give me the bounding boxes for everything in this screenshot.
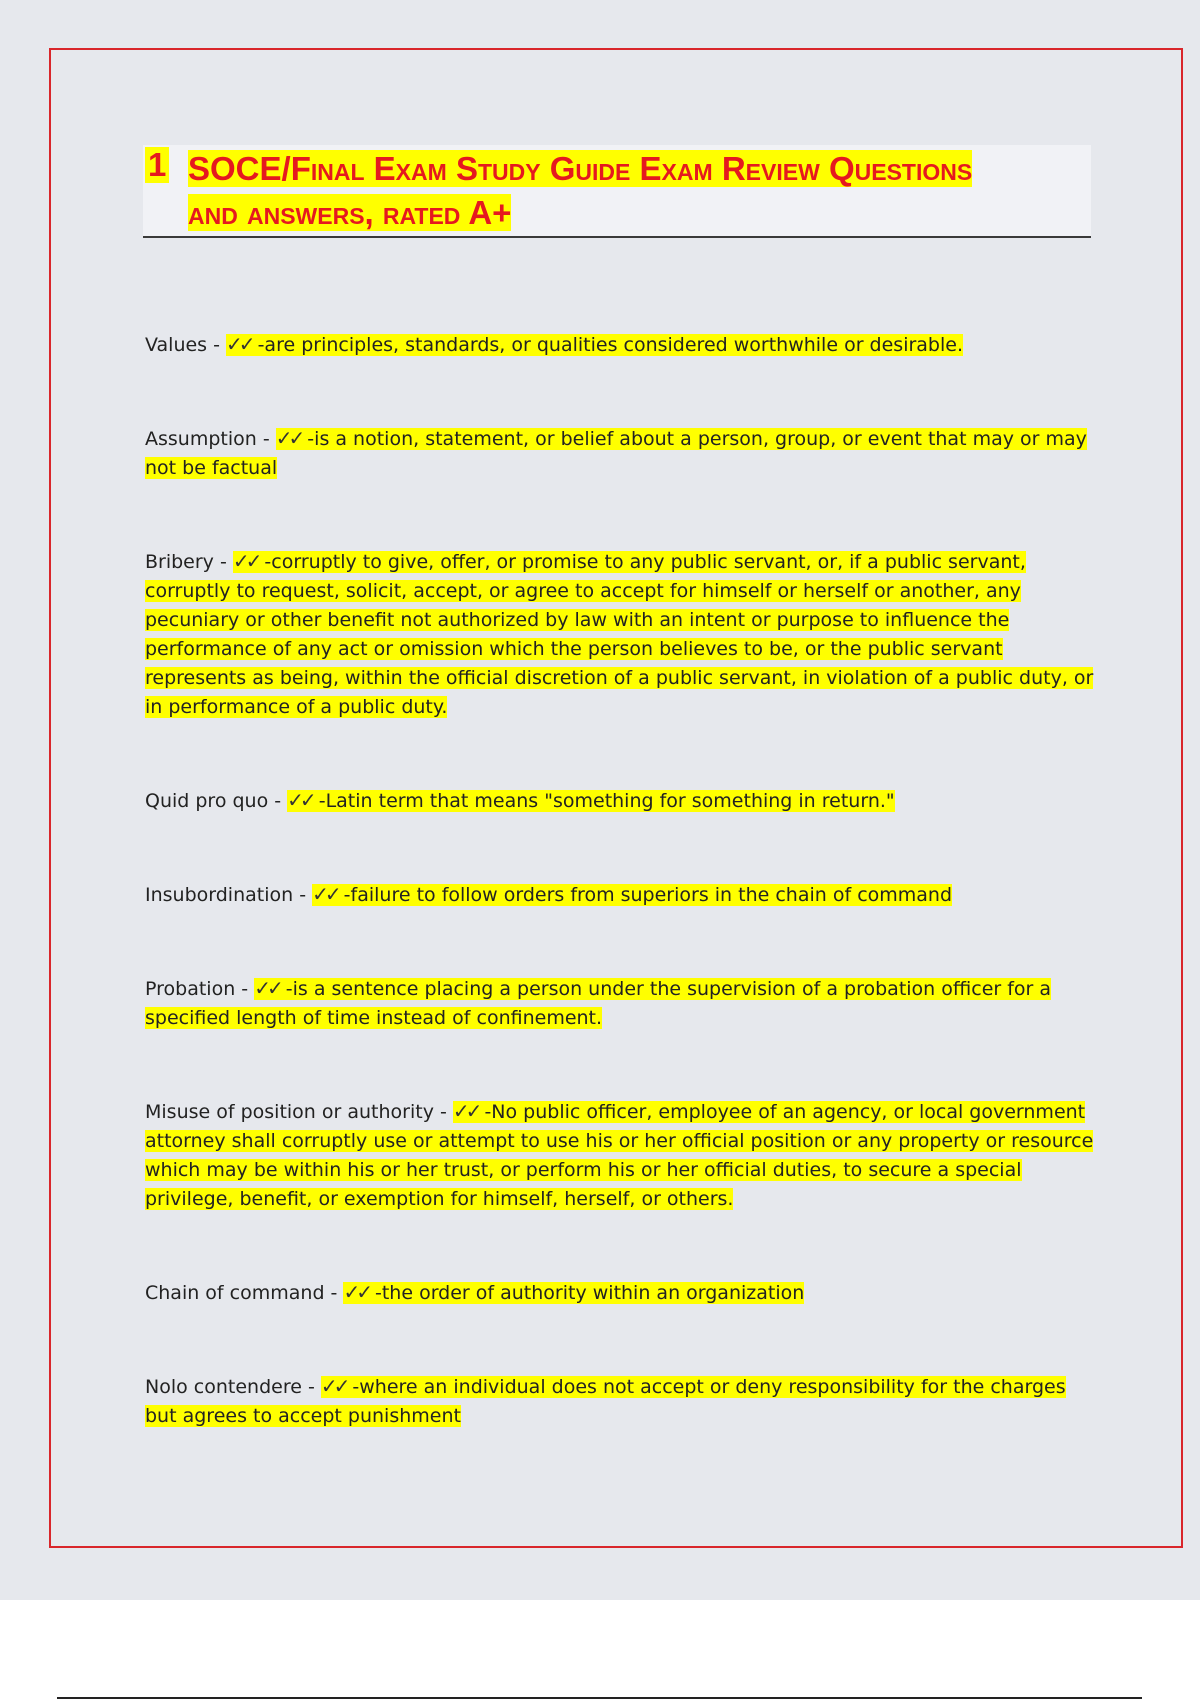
glossary-entry bbox=[145, 330, 1095, 360]
entry-term: Insubordination bbox=[145, 884, 294, 906]
title-block bbox=[143, 145, 1091, 238]
glossary-entry bbox=[145, 1278, 1095, 1308]
entry-separator: - bbox=[293, 884, 313, 906]
double-check-icon: ✓✓ bbox=[320, 1374, 347, 1398]
entry-definition-text: -Latin term that means "something for something in return." bbox=[312, 790, 895, 812]
entry-separator: - bbox=[235, 978, 255, 1000]
double-check-icon: ✓✓ bbox=[287, 788, 313, 812]
entry-definition-text: -where an individual does not accept or deny responsibility for the charges but agrees to accept punishment bbox=[145, 1376, 1066, 1427]
entry-definition bbox=[312, 884, 952, 906]
glossary-entry bbox=[145, 1372, 1095, 1431]
entry-definition-text: -No public officer, employee of an agency, or local government attorney shall corruptly use or attempt to use his or her official position or any property or resource which may be within his or her trust, or perform his or her official duties, to secure a special privilege, benefit, or exemption for himself, herself, or others. bbox=[145, 1101, 1094, 1210]
entry-definition bbox=[145, 428, 1087, 479]
glossary-entry bbox=[145, 880, 1095, 910]
entry-definition-text: -is a sentence placing a person under the supervision of a probation officer for a specified length of time instead of confinement. bbox=[145, 978, 1052, 1029]
glossary-entry bbox=[145, 1097, 1095, 1214]
entry-separator: - bbox=[433, 1101, 453, 1123]
entry-term: Misuse of position or authority bbox=[145, 1101, 434, 1123]
entry-separator: - bbox=[207, 334, 227, 356]
double-check-icon: ✓✓ bbox=[232, 549, 259, 573]
entry-term: Quid pro quo bbox=[145, 790, 269, 812]
entry-term: Values bbox=[145, 334, 208, 356]
entry-separator: - bbox=[213, 551, 233, 573]
entry-separator: - bbox=[268, 790, 288, 812]
page-title-text: SOCE/Final Exam Study Guide Exam Review Questions and answers, rated A+ bbox=[188, 150, 973, 231]
heading-number: 1 bbox=[145, 147, 169, 183]
entry-definition bbox=[343, 1282, 804, 1304]
entry-term: Nolo contendere bbox=[145, 1376, 302, 1398]
double-check-icon: ✓✓ bbox=[343, 1280, 369, 1304]
entry-definition-text: -failure to follow orders from superiors in the chain of command bbox=[337, 884, 953, 906]
entry-definition bbox=[145, 978, 1051, 1029]
entry-term: Chain of command bbox=[145, 1282, 325, 1304]
entry-definition-text: -are principles, standards, or qualities considered worthwhile or desirable. bbox=[251, 334, 963, 356]
double-check-icon: ✓✓ bbox=[452, 1099, 479, 1123]
entry-separator: - bbox=[324, 1282, 344, 1304]
page-title bbox=[188, 147, 978, 235]
entry-separator: - bbox=[256, 428, 276, 450]
entry-definition bbox=[287, 790, 894, 812]
entry-definition bbox=[226, 334, 963, 356]
glossary-entry bbox=[145, 424, 1095, 483]
glossary-entry bbox=[145, 974, 1095, 1033]
double-check-icon: ✓✓ bbox=[226, 332, 252, 356]
entry-definition-text: -is a notion, statement, or belief about a person, group, or event that may or may not be factual bbox=[145, 428, 1087, 479]
entry-separator: - bbox=[301, 1376, 321, 1398]
entry-definition-text: -corruptly to give, offer, or promise to any public servant, or, if a public servant, corruptly to request, solicit, accept, or agree to accept for himself or herself or another, any pecuniary or other benefit not authorized by law with an intent or purpose to influence the performance of any act or omission which the person believes to be, or the public servant represents as being, within the official discretion of a public servant, in violation of a public duty, or in performance of a public duty. bbox=[145, 551, 1094, 718]
entry-definition-text: -the order of authority within an organization bbox=[368, 1282, 805, 1304]
entry-term: Assumption bbox=[145, 428, 257, 450]
glossary-list bbox=[145, 330, 1095, 1431]
glossary-entry bbox=[145, 786, 1095, 816]
glossary-entry bbox=[145, 547, 1095, 722]
footer-rule bbox=[57, 1697, 1142, 1699]
double-check-icon: ✓✓ bbox=[312, 882, 338, 906]
double-check-icon: ✓✓ bbox=[275, 426, 302, 450]
entry-term: Bribery bbox=[145, 551, 214, 573]
double-check-icon: ✓✓ bbox=[254, 976, 280, 1000]
entry-definition bbox=[145, 551, 1093, 718]
entry-term: Probation bbox=[145, 978, 236, 1000]
